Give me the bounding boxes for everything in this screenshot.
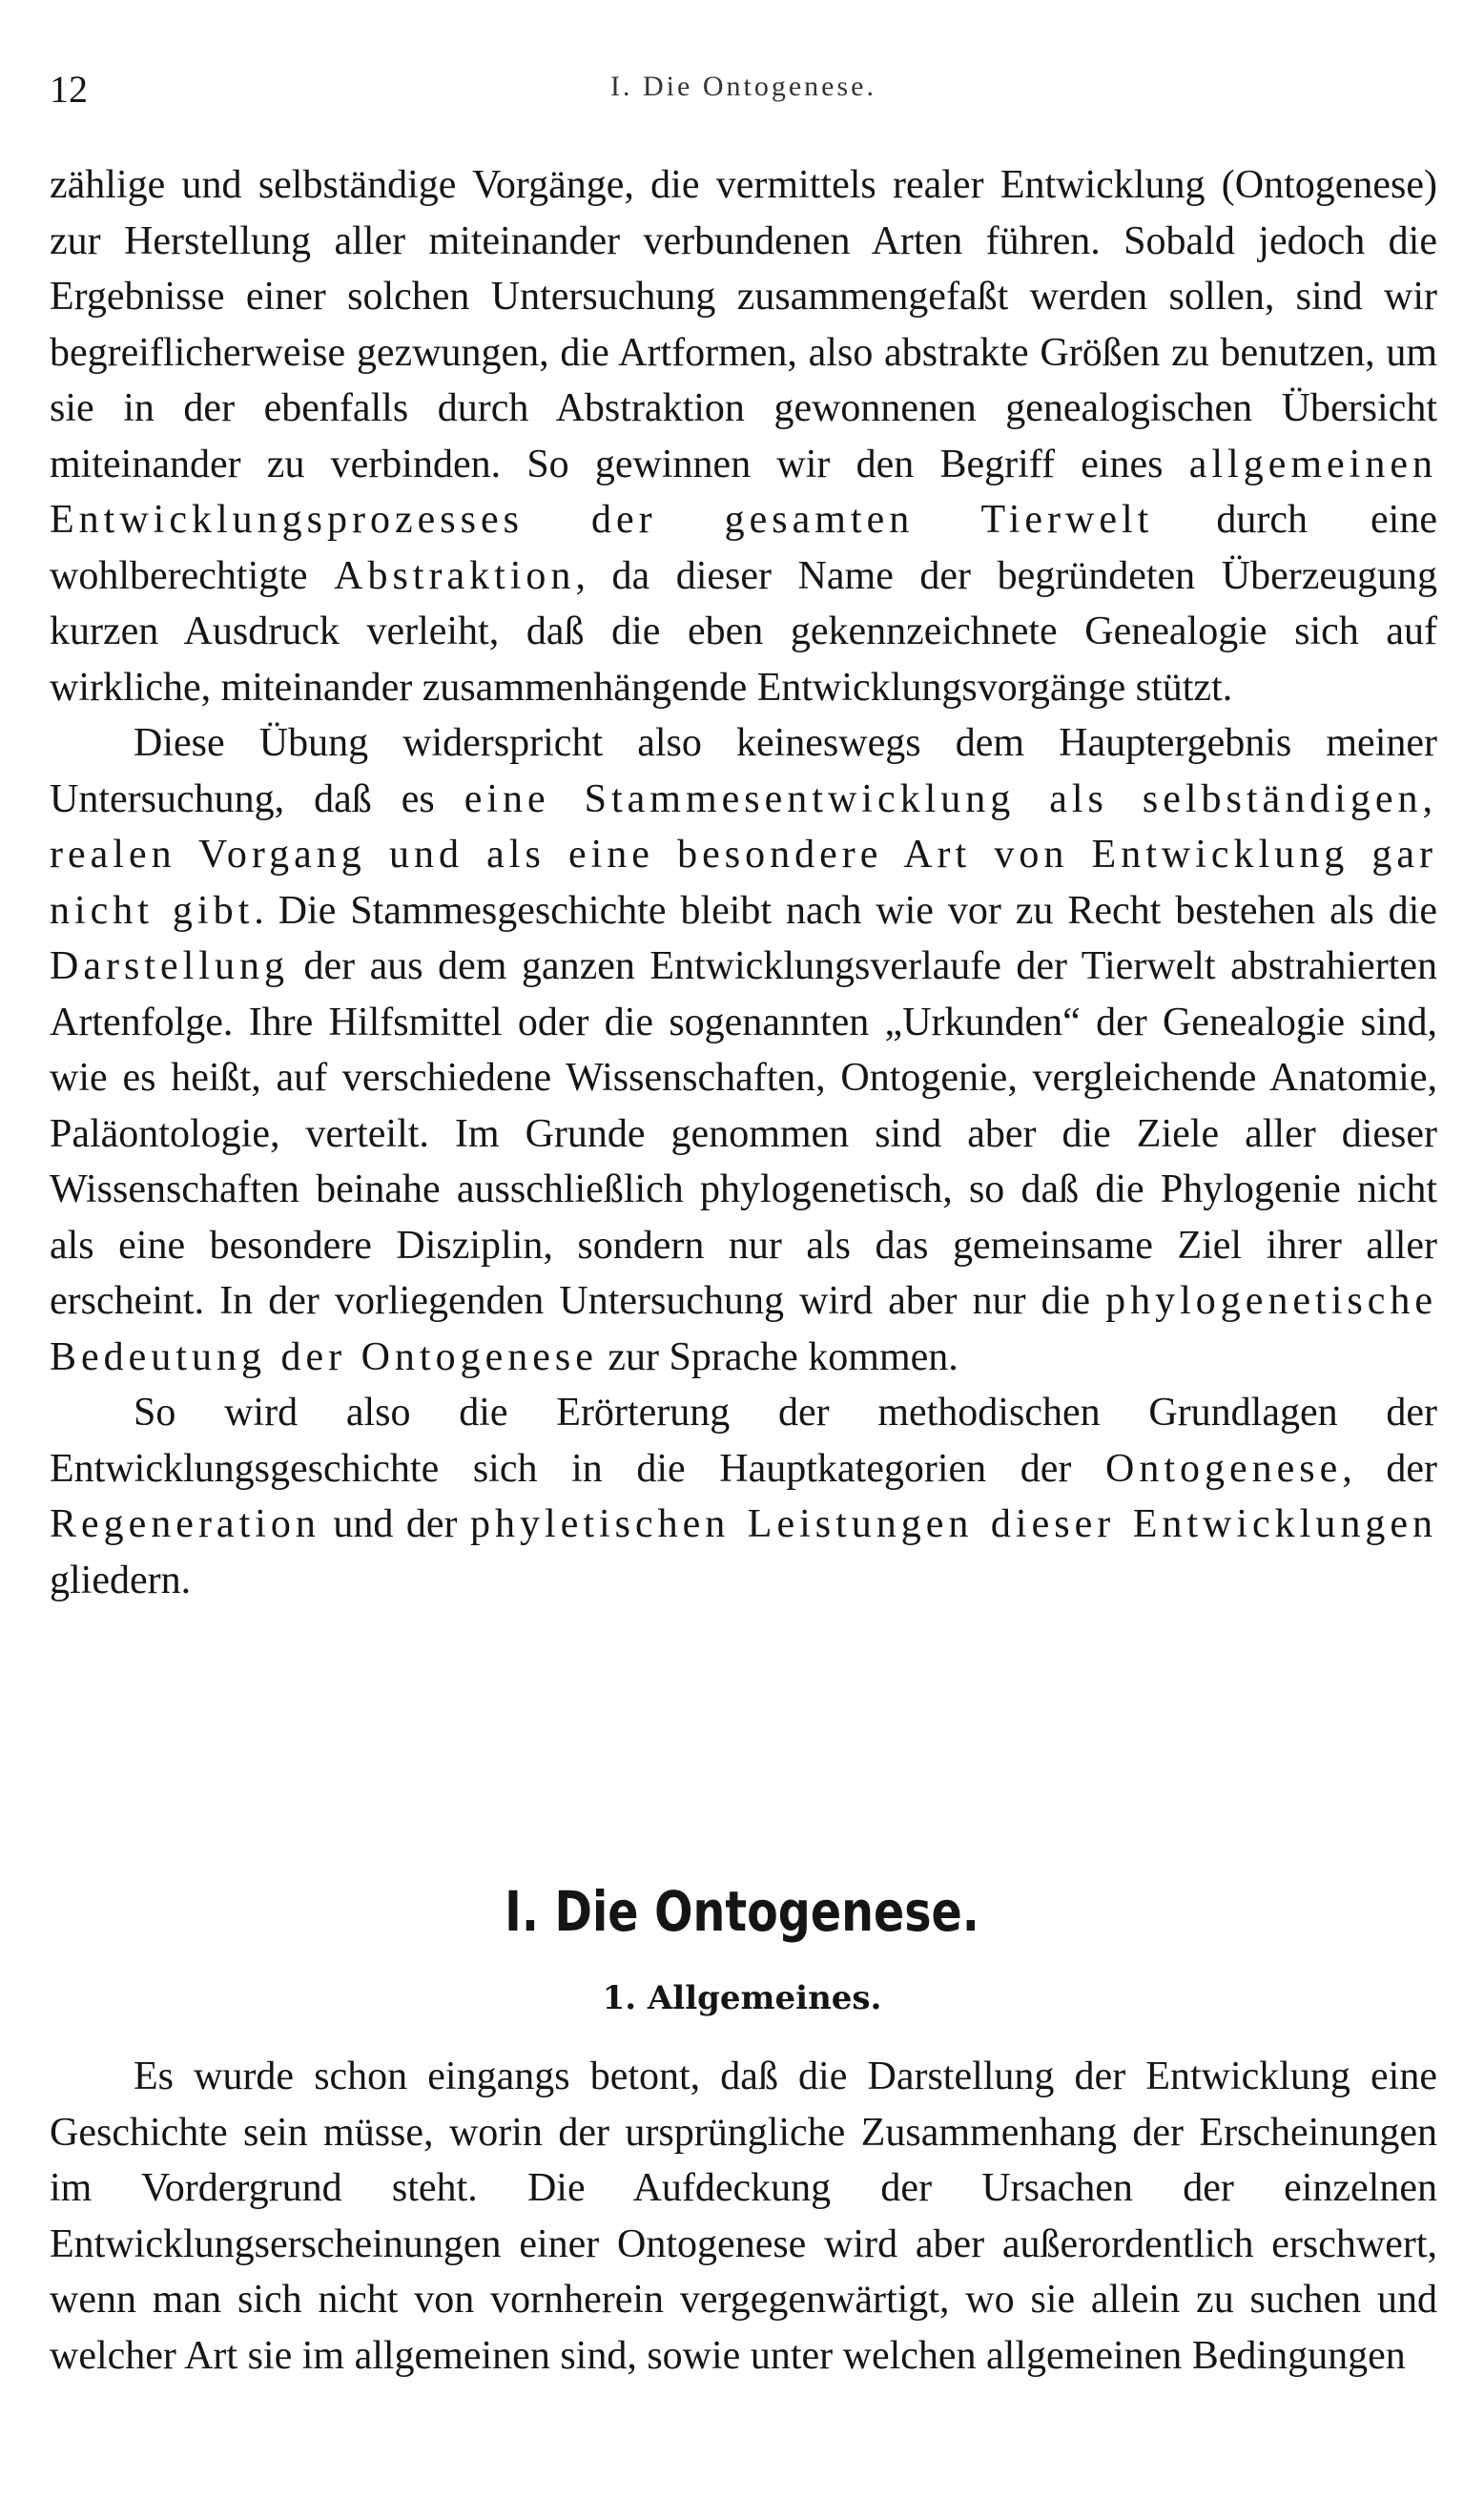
chapter-heading: I. Die Ontogenese. (505, 1879, 979, 1944)
section-heading: 1. Allgemeines. (602, 1979, 882, 2017)
text-span: , da dieser Name der begründeten Überzeugung kurzen Ausdruck verleiht, daß die eben gekennzeichnete Genealogie sich auf wirkliche, miteinander zusammenhängende Entwicklungsvorgänge stützt. (50, 553, 1437, 710)
spaced-text: allgemeinen Entwicklungsprozesses der gesamten Tierwelt (50, 442, 1437, 542)
paragraph-3 (50, 1385, 1437, 1608)
paragraph-4: Es wurde schon eingangs betont, daß die Darstellung der Entwicklung eine Geschichte sein müsse, worin der ursprüngliche Zusammenhang der Erscheinungen im Vordergrund steht. Die Aufdeckung der Ursachen der einzelnen Entwicklungserscheinungen einer Ontogenese wird aber außerordentlich erschwert, wenn man sich nicht von vornherein vergegenwärtigt, wo sie allein zu suchen und welcher Art sie im allgemeinen sind, sowie unter welchen allgemeinen Bedingungen (50, 2055, 1437, 2378)
spaced-text: phylogenetische Bedeutung der Ontogenese (50, 1279, 1437, 1379)
page-number: 12 (50, 68, 88, 111)
text-span: So wird also die Erörterung der methodischen Grundlagen der Entwicklungsgeschichte sich in die Hauptkategorien der (50, 1391, 1437, 1491)
spaced-text: Ontogenese (1104, 1446, 1343, 1491)
text-span: und der (319, 1502, 471, 1546)
text-span: der aus dem ganzen Entwicklungsverlaufe der Tierwelt abstrahierten Artenfolge. Ihre Hilfsmittel oder die sogenannten „Urkunden“ der Genealogie sind, wie es heißt, auf verschiedene Wissenschaften, Ontogenie, vergleichende Anatomie, Paläontologie, verteilt. Im Grunde genommen sind aber die Ziele aller dieser Wissenschaften beinahe ausschließlich phylogenetisch, so daß die Phylogenie nicht als eine besondere Disziplin, sondern nur als das gemeinsame Ziel ihrer aller erscheint. In der vorliegenden Untersuchung wird aber nur die (50, 944, 1437, 1323)
body-text (50, 157, 1437, 1608)
spaced-text: Abstraktion (334, 553, 576, 598)
spaced-text: phyletischen Leistungen dieser Entwicklungen (470, 1502, 1437, 1546)
page-header (50, 67, 1437, 114)
spaced-text: Darstellung (50, 944, 289, 988)
text-span: zur Sprache kommen. (597, 1334, 958, 1379)
text-span: , der (1342, 1446, 1437, 1491)
chapter-body-text (50, 2049, 1437, 2384)
paragraph-2 (50, 715, 1437, 1385)
text-span: . Die Stammesgeschichte bleibt nach wie vor zu Recht bestehen als die (254, 888, 1437, 933)
text-span: Diese Übung widerspricht also keineswegs dem Hauptergebnis meiner Untersuchung, daß es (50, 721, 1437, 821)
text-span: zählige und selbständige Vorgänge, die vermittels realer Entwicklung (Ontogenese) zur Herstellung aller miteinander verbundenen Arten führen. Sobald jedoch die Ergebnisse einer solchen Untersuchung zusammengefaßt werden sollen, sind wir begreiflicherweise gezwungen, die Artformen, also abstrakte Größen zu benutzen, um sie in der ebenfalls durch Abstraktion gewonnenen genealogischen Übersicht miteinander zu verbinden. So gewinnen wir den Begriff eines (50, 163, 1437, 486)
text-span: durch eine wohlberechtigte (50, 498, 1437, 598)
spaced-text: eine Stammesentwicklung als selbständigen, realen Vorgang und als eine besondere Art von Entwicklung gar nicht gibt (50, 776, 1437, 933)
spaced-text: Regeneration (50, 1502, 320, 1546)
running-head: I. Die Ontogenese. (610, 71, 876, 102)
text-span: gliedern. (50, 1558, 192, 1602)
paragraph-1 (50, 157, 1437, 715)
